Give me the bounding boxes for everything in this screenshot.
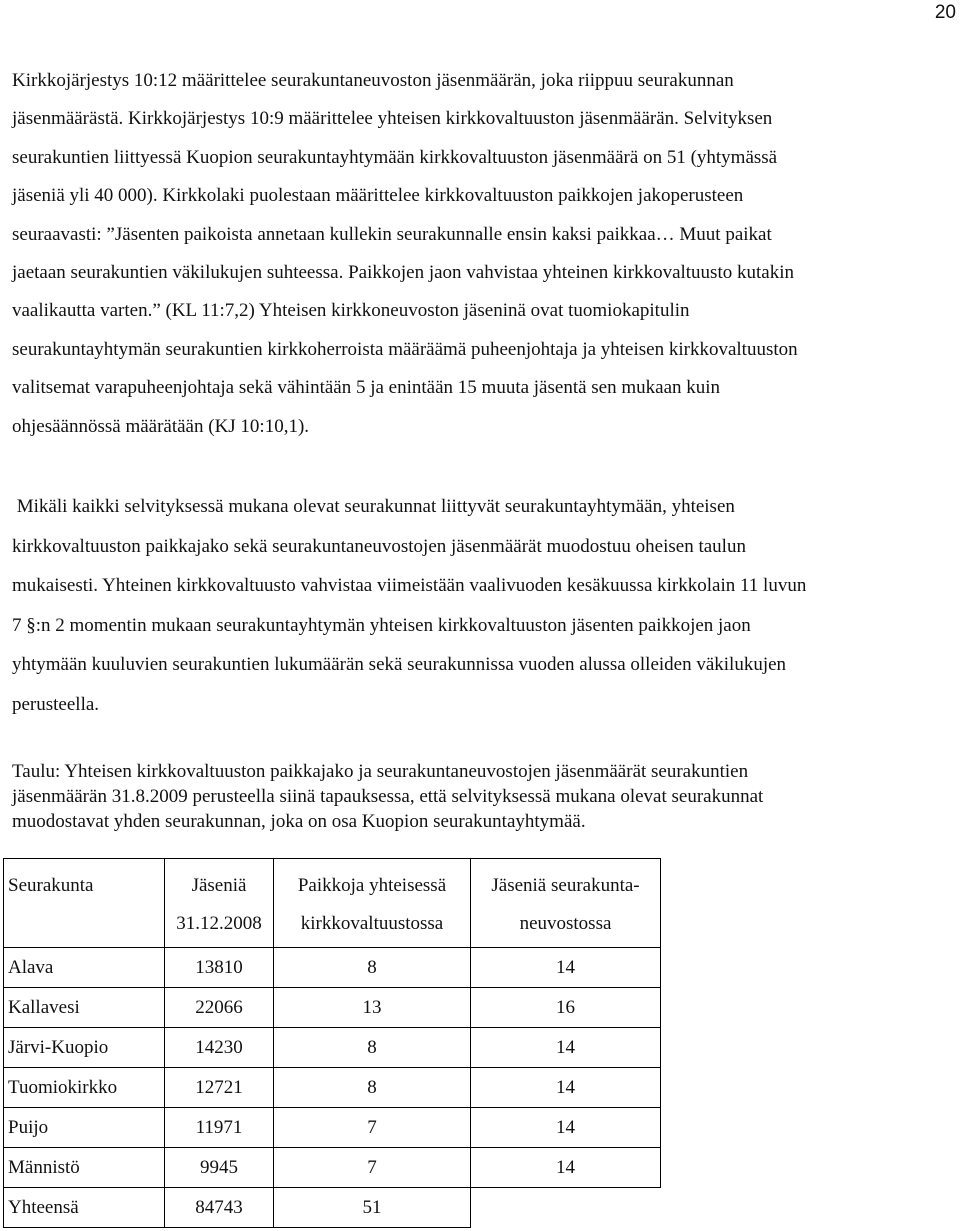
cell-parish: Männistö	[4, 1148, 165, 1188]
text-line: mukaisesti. Yhteinen kirkkovaltuusto vahvistaa viimeistään vaalivuoden kesäkuussa kirkkolain 11 luvun	[12, 575, 807, 597]
text-line: ohjesäännössä määrätään (KJ 10:10,1).	[12, 415, 310, 437]
table-row-total	[4, 1188, 661, 1228]
paragraph-church-order	[12, 62, 948, 446]
text-line: seurakuntien liittyessä Kuopion seurakuntayhtymään kirkkovaltuuston jäsenmäärä on 51 (yhtymässä	[12, 146, 778, 168]
text-line: kirkkovaltuuston paikkajako sekä seurakuntaneuvostojen jäsenmäärät muodostuu oheisen taulun	[12, 535, 746, 557]
text-line: valitsemat varapuheenjohtaja sekä vähintään 5 ja enintään 15 muuta jäsentä sen mukaan kuin	[12, 377, 721, 399]
table-row	[4, 1108, 661, 1148]
cell-council-seats: 13	[274, 988, 471, 1028]
cell-members: 11971	[165, 1108, 274, 1148]
cell-board-members: 16	[471, 988, 661, 1028]
text-line: perusteella.	[12, 693, 100, 715]
cell-members: 84743	[165, 1188, 274, 1228]
text-line: jäseniä yli 40 000). Kirkkolaki puolestaan määrittelee kirkkovaltuuston paikkojen jakoperusteen	[12, 185, 744, 207]
text-line: Mikäli kaikki selvityksessä mukana olevat seurakunnat liittyvät seurakuntayhtymään, yhteisen	[12, 496, 735, 517]
cell-parish: Alava	[4, 948, 165, 988]
cell-parish: Tuomiokirkko	[4, 1068, 165, 1108]
table-row	[4, 1148, 661, 1188]
cell-members: 9945	[165, 1148, 274, 1188]
text-line: jäsenmäärän 31.8.2009 perusteella siinä tapauksessa, että selvityksessä mukana olevat seurakunnat	[12, 786, 764, 807]
table-header-row	[4, 859, 661, 948]
paragraph-seat-allocation	[12, 487, 948, 725]
cell-council-seats: 7	[274, 1108, 471, 1148]
table-row	[4, 1028, 661, 1068]
cell-board-members: 14	[471, 948, 661, 988]
cell-parish: Kallavesi	[4, 988, 165, 1028]
text-line: yhtymään kuuluvien seurakuntien lukumäärän sekä seurakunnissa vuoden alussa olleiden väkilukujen	[12, 654, 787, 676]
header-line: kirkkovaltuustossa	[300, 913, 444, 934]
cell-council-seats: 8	[274, 1068, 471, 1108]
text-line: jäsenmäärästä. Kirkkojärjestys 10:9 määrittelee yhteisen kirkkovaltuuston jäsenmäärän. Selvityksen	[12, 108, 773, 130]
cell-council-seats: 8	[274, 948, 471, 988]
cell-parish: Yhteensä	[4, 1188, 165, 1228]
text-line: jaetaan seurakuntien väkilukujen suhteessa. Paikkojen jaon vahvistaa yhteinen kirkkovaltuusto kutakin	[12, 262, 794, 284]
cell-parish: Järvi-Kuopio	[4, 1028, 165, 1068]
header-board-members	[471, 859, 661, 948]
header-line: 31.12.2008	[176, 913, 262, 934]
page-number: 20	[934, 2, 956, 23]
cell-members: 12721	[165, 1068, 274, 1108]
cell-members: 13810	[165, 948, 274, 988]
cell-board-members: 14	[471, 1108, 661, 1148]
seat-allocation-table	[3, 858, 661, 1228]
text-line: seurakuntayhtymän seurakuntien kirkkoherroista määräämä puheenjohtaja ja yhteisen kirkkovaltuuston	[12, 338, 798, 360]
table-row	[4, 988, 661, 1028]
table-row	[4, 948, 661, 988]
cell-board-members: 14	[471, 1148, 661, 1188]
cell-members: 14230	[165, 1028, 274, 1068]
header-line: Paikkoja yhteisessä	[297, 875, 447, 896]
text-line: vaalikautta varten.” (KL 11:7,2) Yhteisen kirkkoneuvoston jäseninä ovat tuomiokapitulin	[12, 300, 690, 322]
cell-members: 22066	[165, 988, 274, 1028]
text-line: Taulu: Yhteisen kirkkovaltuuston paikkajako ja seurakuntaneuvostojen jäsenmäärät seurakuntien	[12, 761, 749, 782]
cell-parish: Puijo	[4, 1108, 165, 1148]
table-row	[4, 1068, 661, 1108]
cell-board-members: 14	[471, 1068, 661, 1108]
header-line: Jäseniä seurakunta-	[491, 875, 640, 896]
table-caption	[12, 759, 948, 834]
header-members	[165, 859, 274, 948]
header-parish	[4, 859, 165, 948]
header-line: Jäseniä	[191, 875, 247, 896]
cell-council-seats: 51	[274, 1188, 471, 1228]
header-line: Seurakunta	[8, 875, 94, 896]
cell-board-members: 14	[471, 1028, 661, 1068]
text-line: seuraavasti: ”Jäsenten paikoista annetaan kullekin seurakunnalle ensin kaksi paikkaa… Muut paikat	[12, 223, 772, 245]
header-council-seats	[274, 859, 471, 948]
header-line: neuvostossa	[519, 913, 612, 934]
text-line: 7 §:n 2 momentin mukaan seurakuntayhtymän yhteisen kirkkovaltuuston jäsenten paikkojen jaon	[12, 614, 751, 636]
cell-council-seats: 7	[274, 1148, 471, 1188]
text-line: Kirkkojärjestys 10:12 määrittelee seurakuntaneuvoston jäsenmäärän, joka riippuu seurakunnan	[12, 70, 734, 91]
cell-council-seats: 8	[274, 1028, 471, 1068]
text-line: muodostavat yhden seurakunnan, joka on osa Kuopion seurakuntayhtymää.	[12, 811, 586, 832]
